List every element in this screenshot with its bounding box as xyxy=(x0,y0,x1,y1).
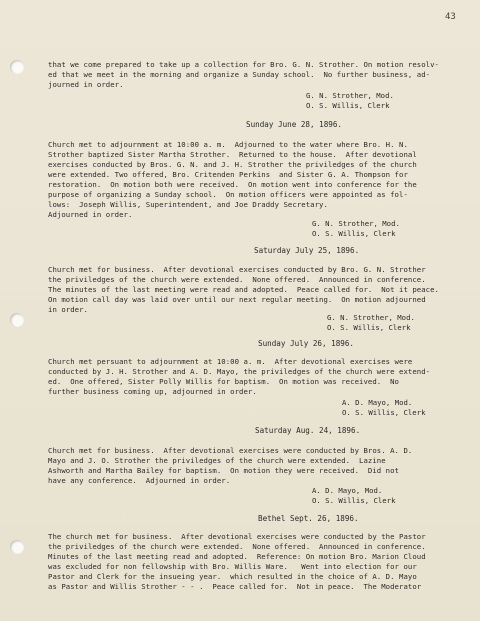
meeting-date: Sunday July 26, 1896. xyxy=(258,339,355,348)
text-line: as Pastor and Willis Strother - - . Peace called for. Not in peace. The Moderator xyxy=(48,582,422,591)
text-line: conducted by J. H. Strother and A. D. Mayo, the priviledges of the church were extend- xyxy=(48,367,431,376)
page-number: 43 xyxy=(445,12,456,22)
text-line: On motion call day was laid over until our next regular meeting. On motion adjourned xyxy=(48,295,426,304)
text-line: lows: Joseph Willis, Superintendent, and Joe Draddy Secretary. xyxy=(48,200,328,209)
binder-hole-bottom xyxy=(10,540,24,554)
meeting-date: Bethel Sept. 26, 1896. xyxy=(258,514,359,523)
meeting-date: Saturday Aug. 24, 1896. xyxy=(255,426,361,435)
clerk-signature: O. S. Willis, Clerk xyxy=(312,496,396,505)
text-line: that we come prepared to take up a collection for Bro. G. N. Strother. On motion resolv- xyxy=(48,60,439,69)
meeting-date: Saturday July 25, 1896. xyxy=(254,246,360,255)
binder-hole-middle xyxy=(10,313,24,327)
text-line: further business coming up, adjourned in order. xyxy=(48,387,257,396)
text-line: the priviledges of the church were extended. None offered. Announced in conference. xyxy=(48,542,426,551)
text-line: were extended. Two offered, Bro. Critenden Perkins and Sister G. A. Thompson for xyxy=(48,170,408,179)
text-line: Pastor and Clerk for the insueing year. which resulted in the choice of A. D. Mayo xyxy=(48,572,417,581)
text-line: The church met for business. After devotional exercises were conducted by the Pastor xyxy=(48,532,426,541)
text-line: in order. xyxy=(48,305,88,314)
text-line: The minutes of the last meeting were read and adopted. Peace called for. Not it peace. xyxy=(48,285,439,294)
text-line: exercises conducted by Bros. G. N. and J. H. Strother the priviledges of the church xyxy=(48,160,417,169)
meeting-date: Sunday June 28, 1896. xyxy=(246,120,343,129)
clerk-signature: O. S. Willis, Clerk xyxy=(342,408,426,417)
text-line: journed in order. xyxy=(48,80,124,89)
text-line: Church met persuant to adjournment at 10:00 a. m. After devotional exercises were xyxy=(48,357,413,366)
text-line: Adjourned in order. xyxy=(48,210,133,219)
moderator-signature: G. N. Strother, Mod. xyxy=(312,219,400,228)
text-line: Church met for business. After devotional exercises were conducted by Bros. A. D. xyxy=(48,446,413,455)
text-line: Strother baptized Sister Martha Strother. Returned to the house. After devotional xyxy=(48,150,417,159)
moderator-signature: G. N. Strother, Mod. xyxy=(306,91,394,100)
text-line: Minutes of the last meeting read and adopted. Reference: On motion Bro. Marion Cloud xyxy=(48,552,426,561)
moderator-signature: G. N. Strother, Mod. xyxy=(327,313,415,322)
text-line: was excluded for non fellowship with Bro. Willis Ware. Went into election for our xyxy=(48,562,417,571)
text-line: ed. One offered, Sister Polly Willis for baptism. On motion was received. No xyxy=(48,377,400,386)
moderator-signature: A. D. Mayo, Mod. xyxy=(342,398,413,407)
text-line: Ashworth and Martha Bailey for baptism. On motion they were received. Did not xyxy=(48,466,400,475)
text-line: purpose of organizing a Sunday school. On motion officers were appointed as fol- xyxy=(48,190,408,199)
text-line: the priviledges of the church were extended. None offered. Announced in conference. xyxy=(48,275,426,284)
clerk-signature: O. S. Willis, Clerk xyxy=(312,229,396,238)
text-line: ed that we meet in the morning and organize a Sunday school. No further business, ad- xyxy=(48,70,431,79)
text-line: have any conference. Adjourned in order. xyxy=(48,476,231,485)
text-line: Church met to adjournment at 10:00 a. m. Adjourned to the water where Bro. H. N. xyxy=(48,140,408,149)
text-line: restoration. On motion both were received. On motion went into conference for the xyxy=(48,180,417,189)
clerk-signature: O. S. Willis, Clerk xyxy=(327,323,411,332)
text-line: Church met for business. After devotional exercises conducted by Bro. G. N. Strother xyxy=(48,265,426,274)
binder-hole-top xyxy=(10,60,24,74)
moderator-signature: A. D. Mayo, Mod. xyxy=(312,486,383,495)
clerk-signature: O. S. Willis, Clerk xyxy=(306,101,390,110)
text-line: Mayo and J. O. Strother the priviledges of the church were extended. Lazine xyxy=(48,456,386,465)
